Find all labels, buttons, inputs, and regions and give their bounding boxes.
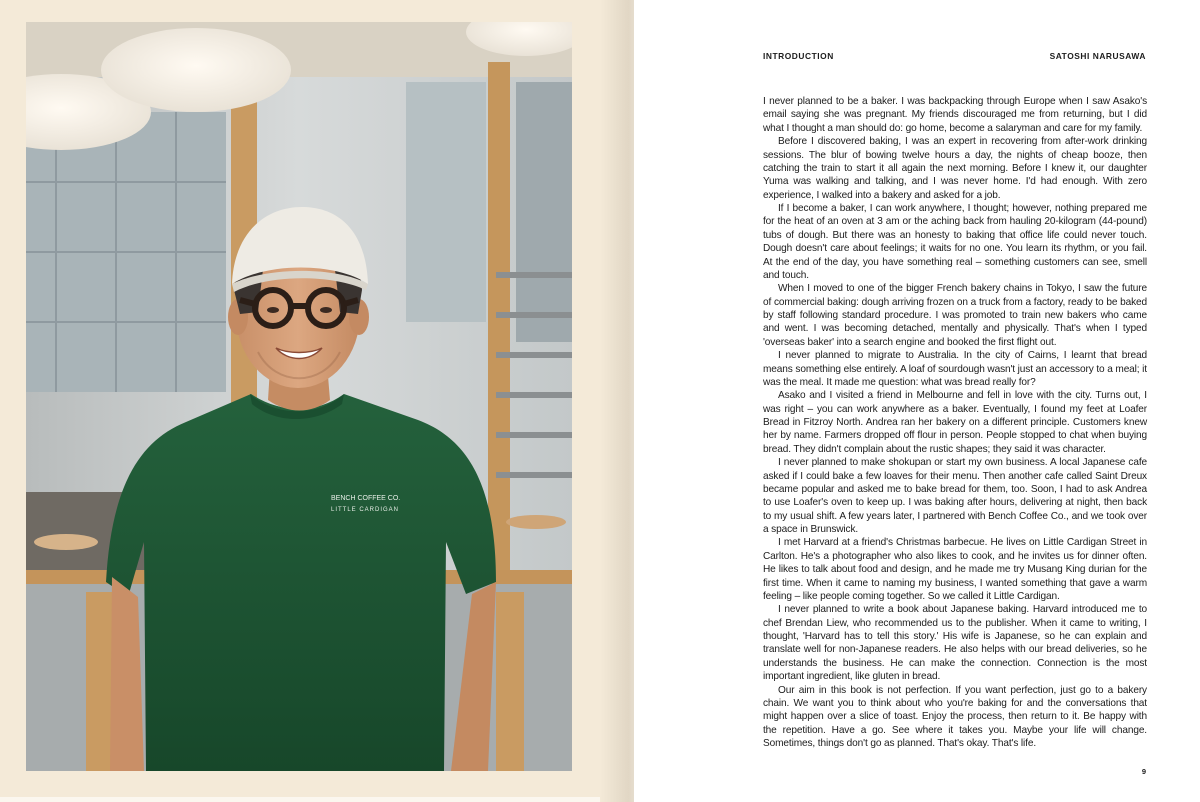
paragraph: Our aim in this book is not perfection. If you want perfection, just go to a bakery chain. We want you to think about who you're baking for and the conversations that might happen over a slice of toast. Enjoy the process, then return to it. Be happy with the repetition. Have a go. See where it takes you. Maybe your life will change. Sometimes, things don't go as planned. That's okay. That's life. <box>763 684 1147 749</box>
paragraph: If I become a baker, I can work anywhere, I thought; however, nothing prepared me for the heat of an oven at 3 am or the aching back from hauling 20-kilogram (44-pound) tubs of dough. But there was an honesty to baking that office life could never touch. Dough doesn't care about feelings; it waits for no one. You learn its rhythm, or you fail. At the end of the day, you have something real – something customers can see, smell and touch. <box>763 203 1147 281</box>
shirt-print-line1: BENCH COFFEE CO. <box>331 495 401 502</box>
paragraph: I never planned to make shokupan or start my own business. A local Japanese cafe asked if I could bake a few loaves for their menu. Then another cafe called Saint Dreux became popular and asked me to bake bread for them, too. Soon, I had to ask Andrea to use Loafer's oven to keep up. I was baking after hours, delivering at night, then back to my usual shift. A few years later, I partnered with Bench Coffee Co., and we took over a space in Brunswick. <box>763 457 1147 535</box>
paragraph: I met Harvard at a friend's Christmas barbecue. He lives on Little Cardigan Street in Carlton. He's a photographer who also likes to cook, and he invites us for dinner often. He likes to talk about food and design, and he made me try Musang King durian for the first time. When it came to naming my business, I wanted something that gave a warm feeling – like people coming together. So we called it Little Cardigan. <box>763 537 1147 602</box>
paragraph: Asako and I visited a friend in Melbourne and fell in love with the city. Turns out, I was right – you can work anywhere as a baker. Eventually, I found my feet at Loafer Bread in Fitzroy North. Andrea ran her bakery on a different principle. Customers knew her by name. Farmers dropped off flour in person. People stopped to chat when buying bread. They didn't complain about the rustic shapes; they said it was character. <box>763 390 1147 455</box>
author-name: SATOSHI NARUSAWA <box>1049 51 1146 61</box>
running-head <box>763 51 1146 65</box>
portrait-photo <box>26 22 572 771</box>
paragraph: Before I discovered baking, I was an expert in recovering from after-work drinking sessions. The blur of bowing twelve hours a day, the nights of cheap booze, then catching the train to start it all again the next morning. Before I knew it, our daughter Yuma was walking and talking, and I was never home. I'd had enough. With zero experience, I walked into a bakery and asked for a job. <box>763 136 1147 201</box>
page-number: 9 <box>1141 767 1146 776</box>
paragraph: I never planned to be a baker. I was backpacking through Europe when I saw Asako's email saying she was pregnant. My friends discouraged me from returning, but I did what I thought a man should do: go home, become a salaryman and care for my family. <box>763 96 1147 134</box>
body-text <box>763 95 1147 750</box>
shirt-print-line2: LITTLE CARDIGAN <box>331 507 400 513</box>
paragraph: I never planned to migrate to Australia. In the city of Cairns, I learnt that bread means something else entirely. A loaf of sourdough wasn't just an accessory to a meal; it was the meal. It made me question: what was bread really for? <box>763 350 1147 388</box>
paragraph: I never planned to write a book about Japanese baking. Harvard introduced me to chef Brendan Liew, who recommended us to the publisher. When it came to writing, I thought, 'Harvard has to tell this story.' His wife is Japanese, so he can explain and translate well for non-Japanese readers. He also helps with our bread deliveries, so he understands the business. He can make the connection. Connection is the most important ingredient, like gluten in bread. <box>763 604 1147 683</box>
section-title: INTRODUCTION <box>763 51 834 61</box>
left-page-bottom-strip <box>0 797 600 802</box>
paragraph: When I moved to one of the bigger French bakery chains in Tokyo, I saw the future of commercial baking: dough arriving frozen on a truck from a factory, ready to be baked by staff following standard procedure. I was promoted to train new bakers who came and went. I was becoming detached, mentally and physically. That's when I typed 'overseas baker' into a search engine and booked the first flight out. <box>763 283 1147 348</box>
